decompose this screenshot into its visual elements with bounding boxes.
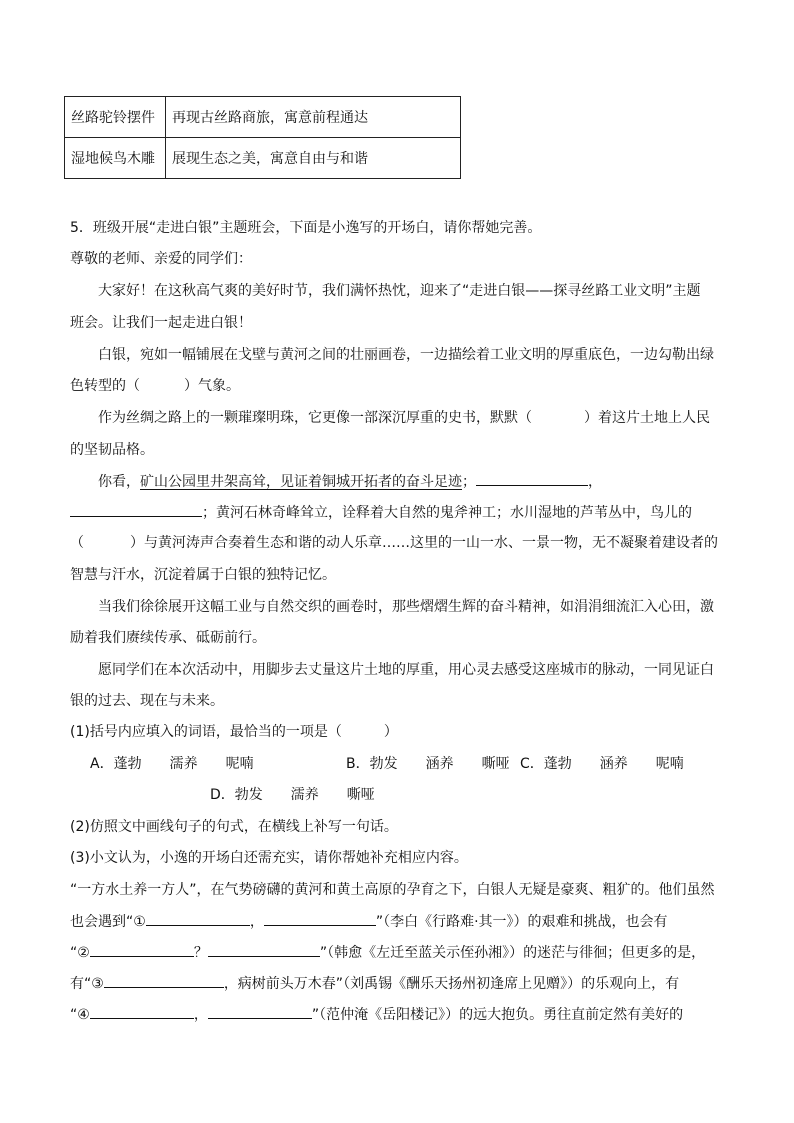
- sub-3-line-1: “一方水土养一方人”，在气势磅礴的黄河和黄土高原的孕育之下，白银人无疑是豪爽、粗犷的。他们虽然: [70, 882, 715, 898]
- paragraph-1-line-1: 大家好！在这秋高气爽的美好时节，我们满怀热忱，迎来了“走进白银——探寻丝路工业文明”主题: [98, 283, 701, 299]
- paragraph-4-line-4: 智慧与汗水，沉淀着属于白银的独特记忆。: [70, 567, 336, 583]
- answer-blank[interactable]: [264, 911, 376, 926]
- answer-blank[interactable]: [208, 1004, 312, 1019]
- paragraph-4-line-2: ；黄河石林奇峰耸立，诠释着大自然的鬼斧神工；水川湿地的芦苇丛中，鸟儿的: [70, 502, 692, 523]
- paragraph-1-line-2: 班会。让我们一起走进白银！: [70, 315, 252, 331]
- paragraph-5-line-1: 当我们徐徐展开这幅工业与自然交织的画卷时，那些熠熠生辉的奋斗精神，如涓涓细流汇入心田，激: [98, 599, 714, 615]
- answer-blank[interactable]: [208, 942, 320, 957]
- answer-blank[interactable]: [476, 471, 588, 486]
- answer-blank[interactable]: [70, 502, 202, 517]
- sub-3-line-2: 也会遇到“① ， ”（李白《行路难·其一》）的艰难和挑战，也会有: [70, 911, 668, 932]
- answer-blank[interactable]: [90, 942, 194, 957]
- paragraph-5-line-2: 励着我们赓续传承、砥砺前行。: [70, 630, 266, 646]
- paragraph-2-line-1: 白银，宛如一幅铺展在戈壁与黄河之间的壮丽画卷，一边描绘着工业文明的厚重底色，一边勾勒出绿: [98, 347, 714, 363]
- paragraph-2-line-2: 色转型的（ ）气象。: [70, 378, 240, 394]
- sub-3-line-4: 有“③ ，病树前头万木春”（刘禹锡《酬乐天扬州初逢席上见赠》）的乐观向上，有: [70, 973, 679, 994]
- sub-question-1: (1)括号内应填入的词语，最恰当的一项是（ ）: [70, 724, 398, 740]
- option-d[interactable]: D．勃发 濡养 嘶哑: [210, 787, 375, 803]
- table-row: [65, 97, 461, 138]
- item-meaning: 展现生态之美，寓意自由与和谐: [166, 138, 461, 179]
- paragraph-4-line-3: （ ）与黄河涛声合奏着生态和谐的动人乐章……这里的一山一水、一景一物，无不凝聚着建设者的: [70, 535, 718, 551]
- sub-3-line-5: “④ ， ”（范仲淹《岳阳楼记》）的远大抱负。勇往直前定然有美好的: [70, 1004, 683, 1025]
- question-5-heading: 5．班级开展“走进白银”主题班会，下面是小逸写的开场白，请你帮她完善。: [70, 220, 542, 236]
- item-meaning: 再现古丝路商旅，寓意前程通达: [166, 97, 461, 138]
- item-name: 丝路驼铃摆件: [65, 97, 166, 138]
- paragraph-6-line-2: 银的过去、现在与未来。: [70, 693, 224, 709]
- answer-blank[interactable]: [90, 1004, 194, 1019]
- greeting: 尊敬的老师、亲爱的同学们：: [70, 251, 252, 267]
- option-b[interactable]: B．勃发 涵养 嘶哑: [346, 756, 510, 772]
- item-name: 湿地候鸟木雕: [65, 138, 166, 179]
- underlined-sentence: 矿山公园里井架高耸，见证着铜城开拓者的奋斗足迹: [140, 474, 462, 490]
- answer-blank[interactable]: [104, 973, 224, 988]
- option-c[interactable]: C．蓬勃 涵养 呢喃: [520, 756, 684, 772]
- paragraph-4-line-1: 你看，矿山公园里井架高耸，见证着铜城开拓者的奋斗足迹； ，: [98, 471, 602, 492]
- paragraph-3-line-2: 的坚韧品格。: [70, 442, 154, 458]
- table-row: [65, 138, 461, 179]
- answer-blank[interactable]: [146, 911, 250, 926]
- paragraph-3-line-1: 作为丝绸之路上的一颗璀璨明珠，它更像一部深沉厚重的史书，默默（ ）着这片土地上人民: [98, 410, 710, 426]
- option-a[interactable]: A．蓬勃 濡养 呢喃: [90, 756, 254, 772]
- sub-question-2: (2)仿照文中画线句子的句式，在横线上补写一句话。: [70, 819, 398, 835]
- sub-3-line-3: “② ？ ”（韩愈《左迁至蓝关示侄孙湘》）的迷茫与徘徊；但更多的是，: [70, 942, 705, 963]
- items-table: [64, 96, 461, 179]
- paragraph-6-line-1: 愿同学们在本次活动中，用脚步去丈量这片土地的厚重，用心灵去感受这座城市的脉动，一同见证白: [98, 662, 714, 678]
- sub-question-3: (3)小文认为，小逸的开场白还需充实，请你帮她补充相应内容。: [70, 850, 468, 866]
